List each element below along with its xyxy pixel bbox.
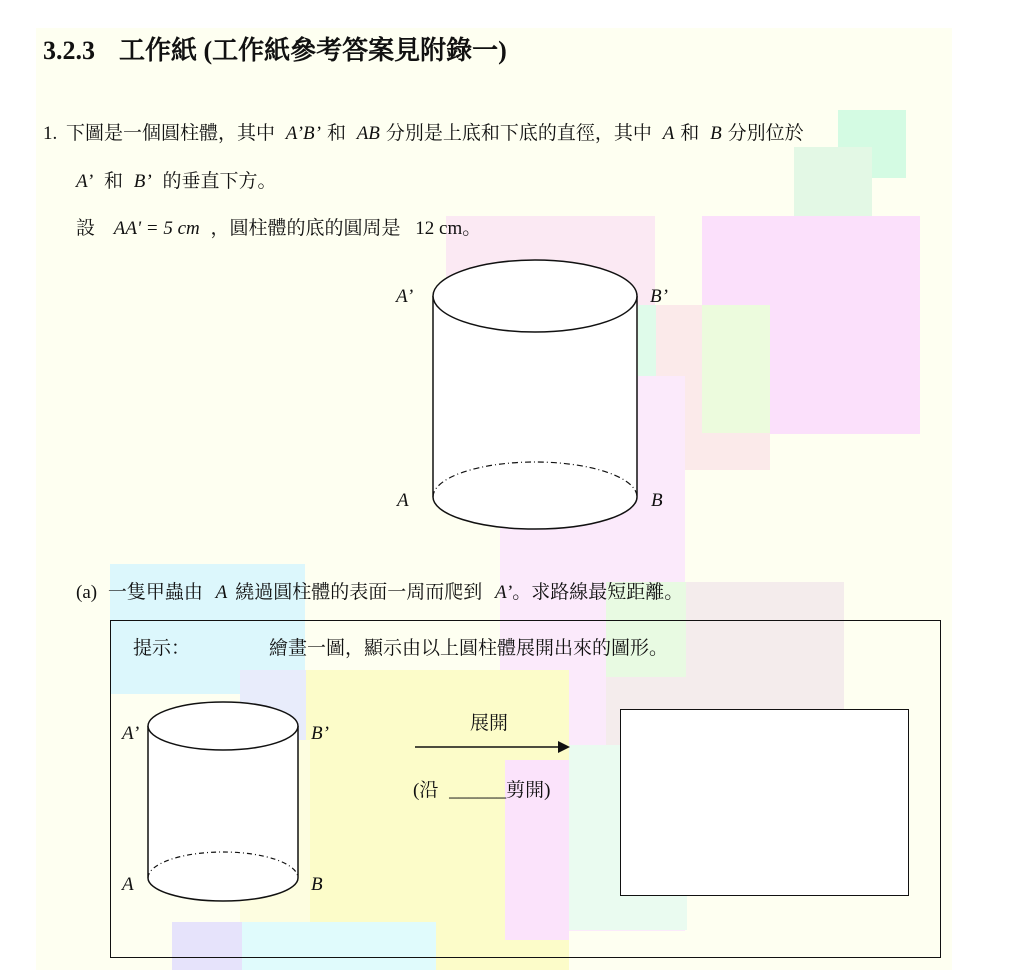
cut-instruction [413, 775, 550, 802]
text: 分別是上底和下底的直徑，其中 [385, 123, 652, 144]
text: 一隻甲蟲由 [107, 582, 203, 603]
text: 和 [680, 123, 700, 144]
text: 繞過圓柱體的表面一周而爬到 [235, 582, 483, 603]
hint-label: 提示： [133, 638, 191, 659]
small-label-b: B [311, 874, 323, 895]
label-b: B [651, 490, 663, 511]
small-label-a: A [122, 874, 134, 895]
math-var: A’ [494, 582, 513, 603]
text: 下圖是一個圓柱體，其中 [66, 123, 276, 144]
small-cylinder-body [148, 726, 298, 901]
unfolded-rectangle [620, 709, 909, 896]
math-var: A [215, 582, 228, 603]
unfold-arrow-head [558, 741, 570, 753]
text: (沿 [413, 780, 439, 801]
text: 分別位於 [727, 123, 804, 144]
equation: AA' = 5 cm [113, 218, 200, 239]
text: 剪開) [506, 780, 551, 801]
text: 和 [103, 171, 123, 192]
part-label: (a) [76, 582, 98, 603]
section-title: 工作紙 (工作紙參考答案見附錄一) [119, 36, 507, 65]
label-a-prime: A’ [396, 286, 414, 307]
math-var: A’ [76, 171, 94, 192]
value: 12 cm [415, 218, 463, 239]
math-var: A [662, 123, 675, 144]
label-b-prime: B’ [650, 286, 668, 307]
math-var: B’ [133, 171, 152, 192]
hint-text: 繪畫一圖，顯示由以上圓柱體展開出來的圖形。 [269, 638, 669, 659]
small-label-a-prime: A’ [122, 723, 140, 744]
text: 。 [462, 218, 482, 239]
unfold-label: 展開 [470, 713, 509, 734]
blank-line: ______ [449, 780, 507, 801]
section-number: 3.2.3 [43, 36, 95, 65]
label-a: A [397, 490, 409, 511]
math-var: B [710, 123, 722, 144]
text: ，圓柱體的底的圓周是 [210, 218, 401, 239]
math-var: A’B’ [285, 123, 321, 144]
text: 。求路線最短距離。 [512, 582, 684, 603]
text: 設 [76, 218, 96, 239]
small-label-b-prime: B’ [311, 723, 329, 744]
text: 和 [326, 123, 346, 144]
small-cylinder-top-ellipse [148, 702, 298, 750]
math-var: AB [356, 123, 380, 144]
question-number: 1. [43, 123, 58, 144]
text: 的垂直下方。 [162, 171, 277, 192]
